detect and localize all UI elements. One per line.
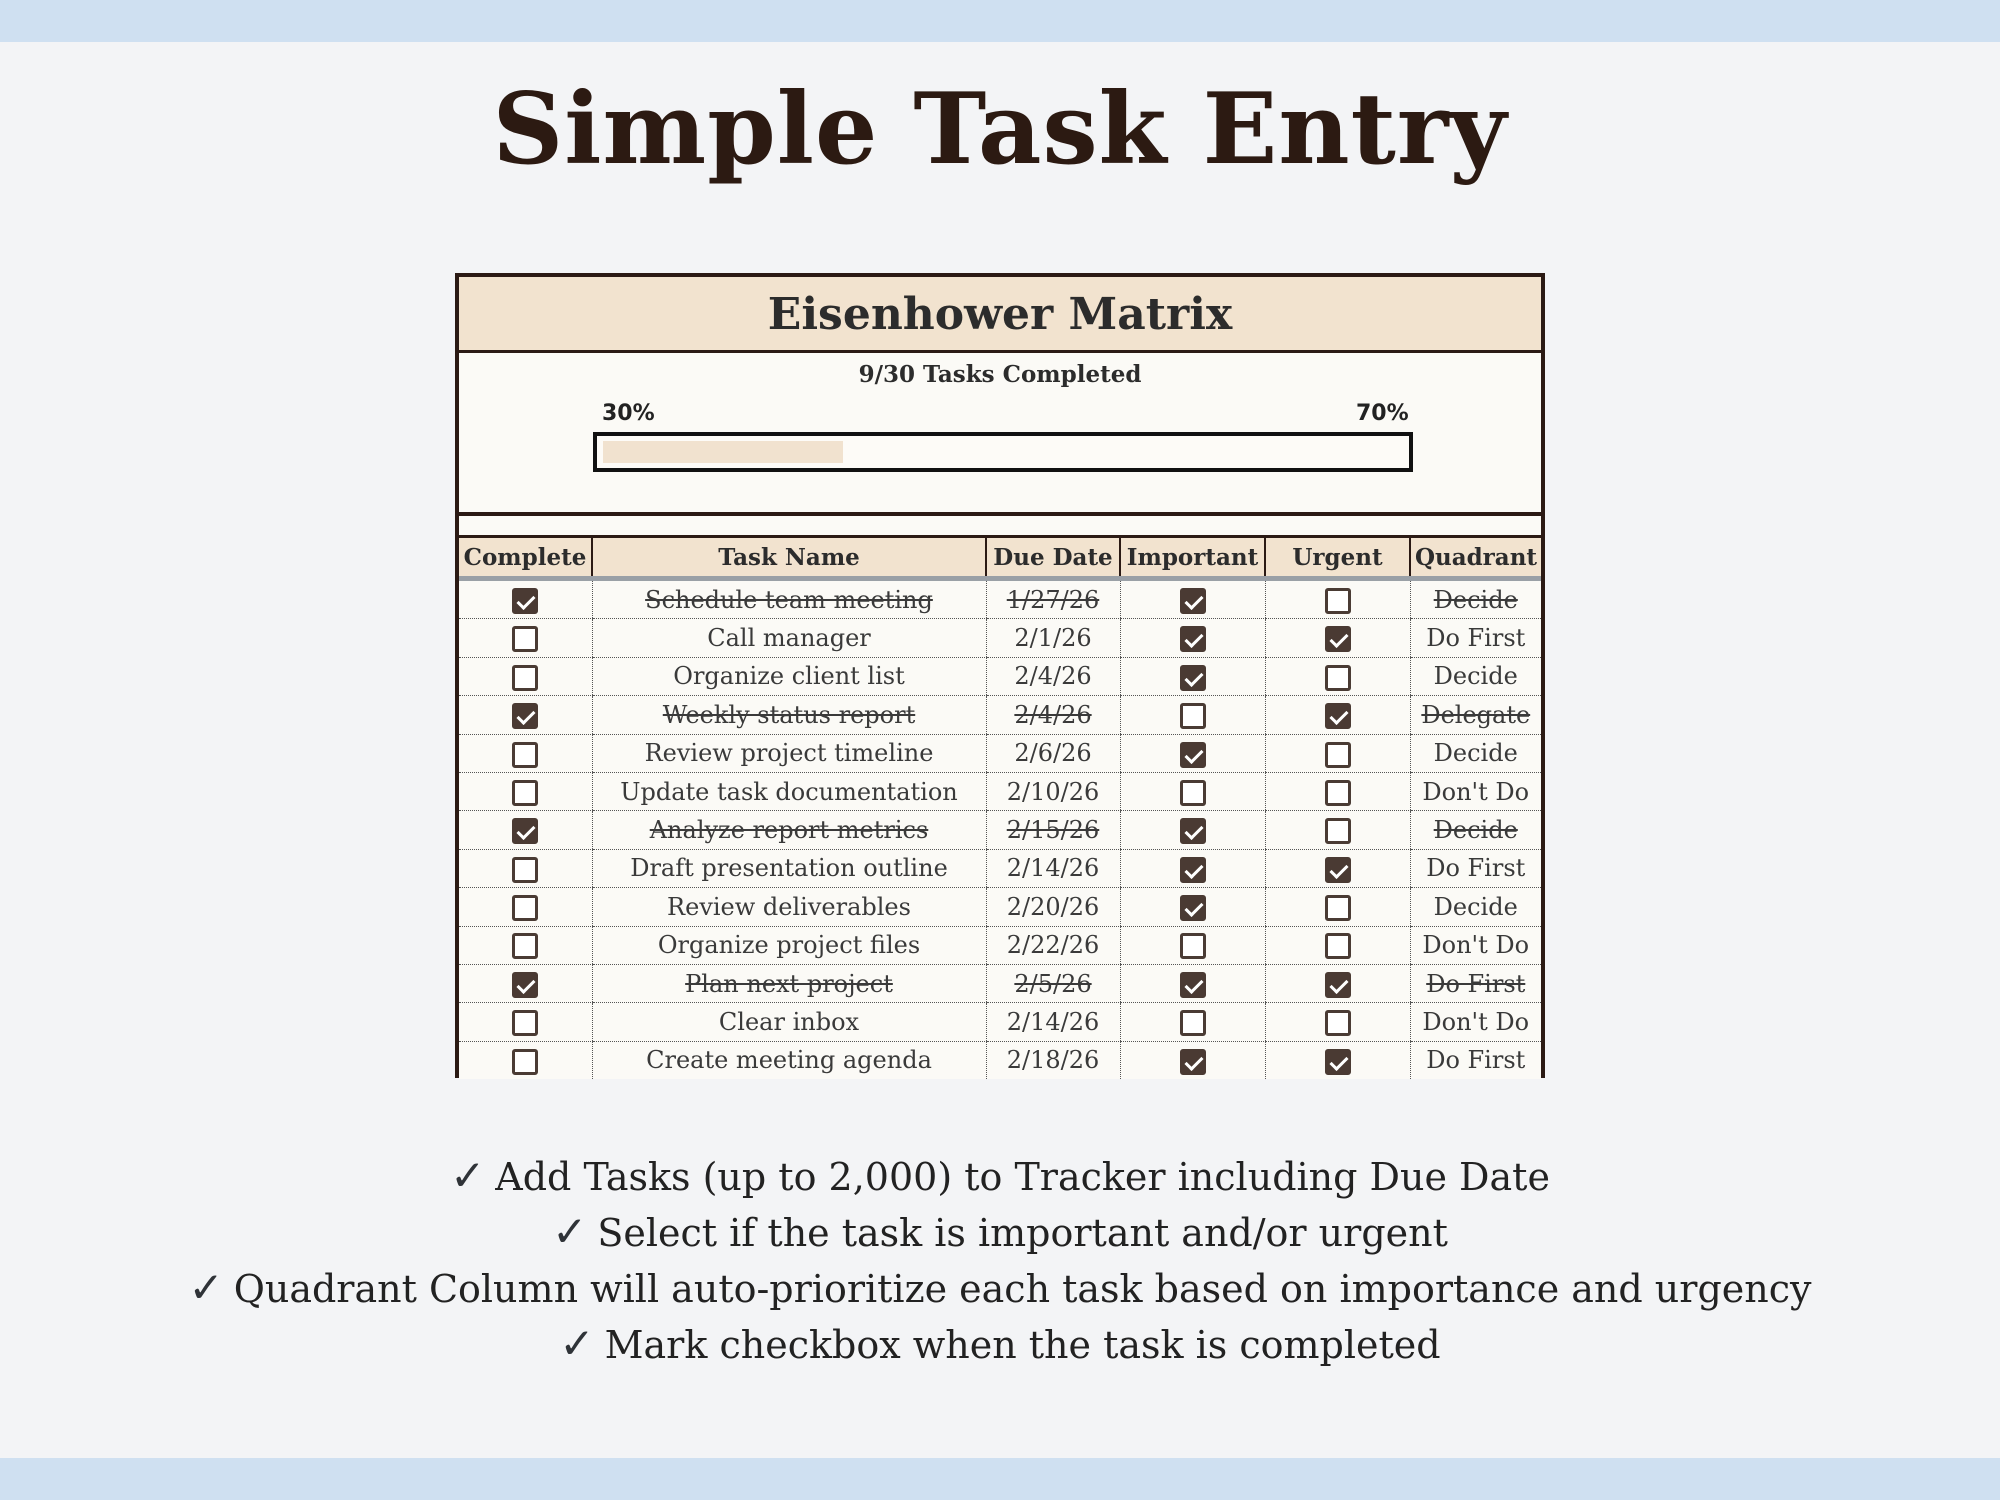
task-name[interactable]: Review deliverables <box>667 892 911 921</box>
note-item <box>0 1204 2000 1260</box>
complete-cell <box>459 657 592 695</box>
due-date: 2/10/26 <box>1006 777 1100 806</box>
due-date: 2/15/26 <box>1006 816 1100 845</box>
complete-cell <box>459 849 592 887</box>
task-name[interactable]: Organize project files <box>657 931 921 960</box>
important-checkbox[interactable] <box>1180 780 1206 806</box>
quadrant: Decide <box>1433 585 1518 614</box>
urgent-checkbox[interactable] <box>1325 665 1351 691</box>
column-header-quadrant: Quadrant <box>1410 537 1541 579</box>
checkmark-icon: ✓ <box>559 1319 595 1368</box>
task-name[interactable]: Schedule team meeting <box>645 585 933 614</box>
urgent-cell <box>1265 772 1410 810</box>
complete-checkbox[interactable] <box>512 742 538 768</box>
complete-cell <box>459 579 592 619</box>
due-date: 2/6/26 <box>1014 739 1092 768</box>
important-checkbox[interactable] <box>1180 588 1206 614</box>
task-name-cell <box>592 657 986 695</box>
quadrant-cell <box>1410 888 1541 926</box>
complete-cell <box>459 772 592 810</box>
important-cell <box>1120 888 1265 926</box>
checkmark-icon: ✓ <box>188 1263 224 1312</box>
complete-checkbox[interactable] <box>512 895 538 921</box>
urgent-checkbox[interactable] <box>1325 972 1351 998</box>
complete-checkbox[interactable] <box>512 588 538 614</box>
complete-cell <box>459 696 592 734</box>
quadrant: Don't Do <box>1422 931 1530 960</box>
important-checkbox[interactable] <box>1180 1049 1206 1075</box>
quadrant-cell <box>1410 734 1541 772</box>
important-checkbox[interactable] <box>1180 933 1206 959</box>
task-name-cell <box>592 579 986 619</box>
bottom-banner <box>0 1458 2000 1500</box>
quadrant: Do First <box>1426 624 1526 653</box>
task-name-cell <box>592 964 986 1002</box>
column-header-important: Important <box>1120 537 1265 579</box>
checkmark-icon: ✓ <box>450 1151 486 1200</box>
task-table <box>459 535 1541 1079</box>
task-name-cell <box>592 811 986 849</box>
column-header-due-date: Due Date <box>986 537 1120 579</box>
quadrant-cell <box>1410 619 1541 657</box>
task-name-cell <box>592 734 986 772</box>
due-date-cell <box>986 926 1120 964</box>
quadrant: Do First <box>1426 969 1526 998</box>
matrix-heading: Eisenhower Matrix <box>459 277 1541 353</box>
note-text: Select if the task is important and/or urgent <box>597 1211 1448 1255</box>
due-date: 2/4/26 <box>1014 662 1092 691</box>
column-header-urgent: Urgent <box>1265 537 1410 579</box>
top-banner <box>0 0 2000 42</box>
panel-divider <box>459 512 1541 516</box>
due-date-cell <box>986 1041 1120 1079</box>
quadrant-cell <box>1410 579 1541 619</box>
table-row <box>459 579 1541 619</box>
important-cell <box>1120 579 1265 619</box>
task-name[interactable]: Organize client list <box>673 662 905 691</box>
task-name[interactable]: Create meeting agenda <box>646 1046 932 1075</box>
due-date-cell <box>986 657 1120 695</box>
tasks-completed-label: 9/30 Tasks Completed <box>858 361 1142 388</box>
important-cell <box>1120 734 1265 772</box>
quadrant-cell <box>1410 964 1541 1002</box>
table-row <box>459 734 1541 772</box>
due-date: 2/5/26 <box>1014 969 1092 998</box>
complete-cell <box>459 926 592 964</box>
due-date-cell <box>986 579 1120 619</box>
urgent-checkbox[interactable] <box>1325 703 1351 729</box>
due-date-cell <box>986 619 1120 657</box>
urgent-cell <box>1265 579 1410 619</box>
due-date-cell <box>986 696 1120 734</box>
quadrant-cell <box>1410 926 1541 964</box>
complete-checkbox[interactable] <box>512 780 538 806</box>
progress-bar-fill <box>603 441 843 463</box>
due-date-cell <box>986 1003 1120 1041</box>
note-item <box>0 1316 2000 1372</box>
complete-checkbox[interactable] <box>512 1010 538 1036</box>
quadrant: Do First <box>1426 1046 1526 1075</box>
due-date-cell <box>986 772 1120 810</box>
important-checkbox[interactable] <box>1180 665 1206 691</box>
task-name-cell <box>592 619 986 657</box>
due-date: 2/14/26 <box>1006 1007 1100 1036</box>
progress-right-label: 70% <box>1356 401 1409 426</box>
due-date: 1/27/26 <box>1006 585 1100 614</box>
table-header-row <box>459 537 1541 579</box>
complete-checkbox[interactable] <box>512 626 538 652</box>
complete-checkbox[interactable] <box>512 818 538 844</box>
due-date: 2/18/26 <box>1006 1046 1100 1075</box>
urgent-checkbox[interactable] <box>1325 895 1351 921</box>
complete-checkbox[interactable] <box>512 933 538 959</box>
task-name-cell <box>592 849 986 887</box>
table-row <box>459 772 1541 810</box>
quadrant-cell <box>1410 849 1541 887</box>
task-name[interactable]: Review project timeline <box>644 739 934 768</box>
urgent-cell <box>1265 1041 1410 1079</box>
urgent-checkbox[interactable] <box>1325 780 1351 806</box>
task-name-cell <box>592 1003 986 1041</box>
complete-checkbox[interactable] <box>512 972 538 998</box>
task-name[interactable]: Weekly status report <box>662 700 916 729</box>
table-row <box>459 811 1541 849</box>
complete-cell <box>459 811 592 849</box>
important-checkbox[interactable] <box>1180 626 1206 652</box>
quadrant-cell <box>1410 772 1541 810</box>
important-checkbox[interactable] <box>1180 895 1206 921</box>
table-row <box>459 696 1541 734</box>
due-date: 2/14/26 <box>1006 854 1100 883</box>
task-name[interactable]: Draft presentation outline <box>630 854 948 883</box>
complete-cell <box>459 888 592 926</box>
urgent-cell <box>1265 1003 1410 1041</box>
quadrant-cell <box>1410 811 1541 849</box>
table-row <box>459 926 1541 964</box>
important-checkbox[interactable] <box>1180 703 1206 729</box>
due-date-cell <box>986 964 1120 1002</box>
page-title: Simple Task Entry <box>492 72 1508 187</box>
table-row <box>459 1041 1541 1079</box>
important-checkbox[interactable] <box>1180 857 1206 883</box>
complete-checkbox[interactable] <box>512 857 538 883</box>
due-date: 2/1/26 <box>1014 624 1092 653</box>
urgent-checkbox[interactable] <box>1325 1010 1351 1036</box>
note-item <box>0 1148 2000 1204</box>
urgent-checkbox[interactable] <box>1325 626 1351 652</box>
progress-bar <box>593 432 1413 472</box>
urgent-cell <box>1265 888 1410 926</box>
important-checkbox[interactable] <box>1180 742 1206 768</box>
complete-cell <box>459 964 592 1002</box>
quadrant: Decide <box>1433 662 1518 691</box>
quadrant: Delegate <box>1421 700 1531 729</box>
quadrant: Don't Do <box>1422 777 1530 806</box>
complete-checkbox[interactable] <box>512 665 538 691</box>
task-table-body <box>459 579 1541 1080</box>
quadrant-cell <box>1410 1003 1541 1041</box>
urgent-checkbox[interactable] <box>1325 818 1351 844</box>
note-item <box>0 1260 2000 1316</box>
important-cell <box>1120 1041 1265 1079</box>
urgent-cell <box>1265 619 1410 657</box>
important-cell <box>1120 657 1265 695</box>
task-name-cell <box>592 1041 986 1079</box>
important-checkbox[interactable] <box>1180 818 1206 844</box>
important-cell <box>1120 849 1265 887</box>
important-cell <box>1120 964 1265 1002</box>
task-name-cell <box>592 772 986 810</box>
task-name[interactable]: Analyze report metrics <box>649 816 929 845</box>
urgent-checkbox[interactable] <box>1325 742 1351 768</box>
table-row <box>459 888 1541 926</box>
quadrant: Decide <box>1433 816 1518 845</box>
due-date: 2/22/26 <box>1006 931 1100 960</box>
table-row <box>459 849 1541 887</box>
eisenhower-matrix-panel <box>455 273 1545 1078</box>
urgent-cell <box>1265 811 1410 849</box>
due-date-cell <box>986 811 1120 849</box>
note-text: Quadrant Column will auto-prioritize each task based on importance and urgency <box>233 1267 1812 1311</box>
task-name[interactable]: Clear inbox <box>718 1007 860 1036</box>
task-name-cell <box>592 696 986 734</box>
urgent-cell <box>1265 926 1410 964</box>
progress-left-label: 30% <box>602 401 655 426</box>
note-text: Add Tasks (up to 2,000) to Tracker including Due Date <box>495 1155 1550 1199</box>
complete-cell <box>459 1041 592 1079</box>
task-name[interactable]: Call manager <box>707 624 871 653</box>
complete-checkbox[interactable] <box>512 1049 538 1075</box>
due-date-cell <box>986 888 1120 926</box>
task-name-cell <box>592 888 986 926</box>
urgent-checkbox[interactable] <box>1325 588 1351 614</box>
urgent-checkbox[interactable] <box>1325 1049 1351 1075</box>
important-cell <box>1120 619 1265 657</box>
important-cell <box>1120 926 1265 964</box>
urgent-cell <box>1265 734 1410 772</box>
task-name[interactable]: Plan next project <box>685 969 893 998</box>
table-row <box>459 619 1541 657</box>
quadrant: Decide <box>1433 739 1518 768</box>
table-row <box>459 964 1541 1002</box>
quadrant-cell <box>1410 1041 1541 1079</box>
quadrant-cell <box>1410 657 1541 695</box>
urgent-cell <box>1265 696 1410 734</box>
urgent-cell <box>1265 849 1410 887</box>
complete-checkbox[interactable] <box>512 703 538 729</box>
important-cell <box>1120 811 1265 849</box>
urgent-checkbox[interactable] <box>1325 857 1351 883</box>
quadrant-cell <box>1410 696 1541 734</box>
urgent-cell <box>1265 964 1410 1002</box>
complete-cell <box>459 1003 592 1041</box>
quadrant: Do First <box>1426 854 1526 883</box>
important-cell <box>1120 772 1265 810</box>
table-row <box>459 1003 1541 1041</box>
task-name-cell <box>592 926 986 964</box>
due-date-cell <box>986 849 1120 887</box>
due-date: 2/20/26 <box>1006 892 1100 921</box>
due-date: 2/4/26 <box>1014 700 1092 729</box>
column-header-task-name: Task Name <box>592 537 986 579</box>
checkmark-icon: ✓ <box>552 1207 588 1256</box>
quadrant: Decide <box>1433 892 1518 921</box>
column-header-complete: Complete <box>459 537 592 579</box>
instruction-notes <box>0 1148 2000 1372</box>
complete-cell <box>459 734 592 772</box>
table-row <box>459 657 1541 695</box>
quadrant: Don't Do <box>1422 1007 1530 1036</box>
urgent-checkbox[interactable] <box>1325 933 1351 959</box>
important-cell <box>1120 1003 1265 1041</box>
important-checkbox[interactable] <box>1180 972 1206 998</box>
note-text: Mark checkbox when the task is completed <box>604 1323 1441 1367</box>
urgent-cell <box>1265 657 1410 695</box>
important-checkbox[interactable] <box>1180 1010 1206 1036</box>
complete-cell <box>459 619 592 657</box>
due-date-cell <box>986 734 1120 772</box>
important-cell <box>1120 696 1265 734</box>
task-name[interactable]: Update task documentation <box>620 777 958 806</box>
